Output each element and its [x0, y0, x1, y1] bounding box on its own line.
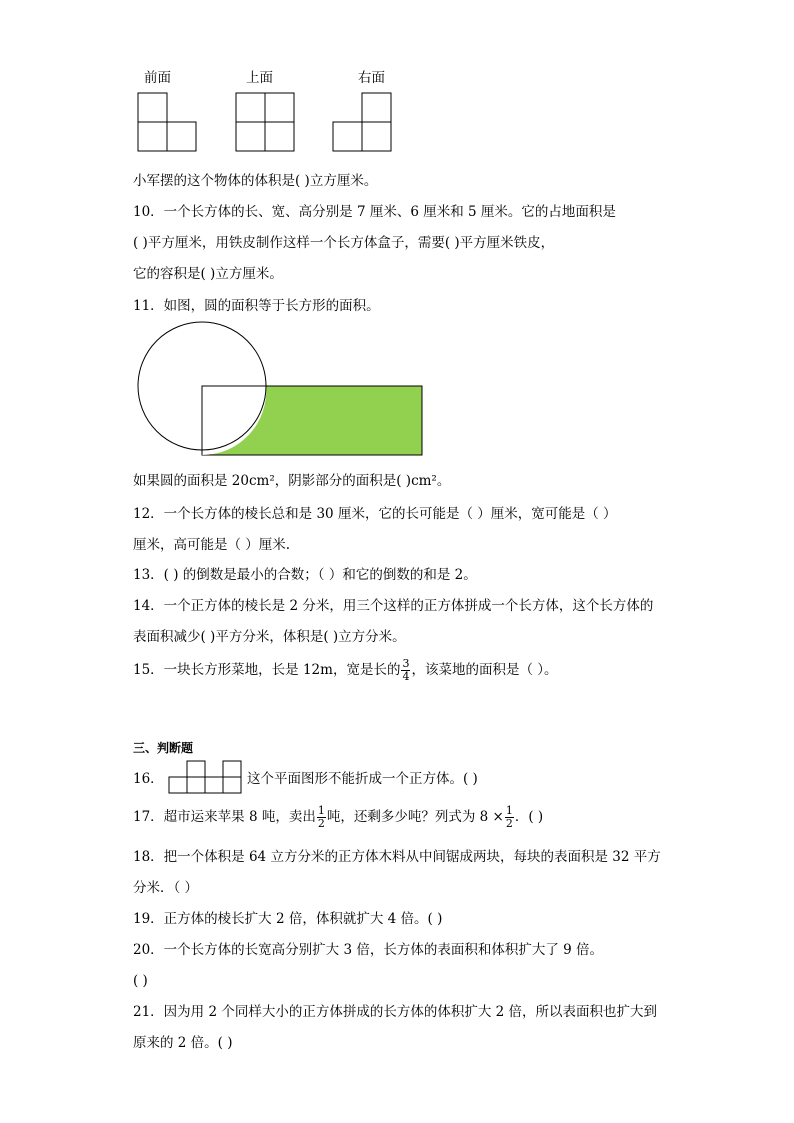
top-view-label: 上面	[246, 70, 273, 86]
q12-line2: 厘米，高可能是（ ）厘米.	[133, 537, 291, 553]
q10-line2: ( )平方厘米，用铁皮制作这样一个长方体盒子，需要( )平方厘米铁皮，	[133, 235, 555, 251]
q17-text-after: ．( )	[514, 809, 544, 825]
q10-line1: 10．一个长方体的长、宽、高分别是 7 厘米、6 厘米和 5 厘米。它的占地面积是	[133, 204, 616, 220]
q17-frac2-den: 2	[505, 817, 513, 830]
q16-text: 这个平面图形不能折成一个正方体。( )	[247, 771, 478, 787]
q17-line	[133, 805, 543, 830]
q17-frac1-den: 2	[317, 817, 325, 830]
q9-volume-line: 小军摆的这个物体的体积是( )立方厘米。	[133, 173, 378, 189]
q15-line	[133, 658, 558, 683]
q17-fraction1	[317, 805, 326, 830]
right-view-label: 右面	[358, 70, 385, 86]
q21-line1: 21．因为用 2 个同样大小的正方体拼成的长方体的体积扩大 2 倍，所以表面积也扩大到	[133, 1004, 658, 1020]
q20-line2: ( )	[133, 973, 148, 989]
q17-text-middle: 吨，还剩多少吨？列式为 8 ×	[326, 809, 504, 825]
q14-line2: 表面积减少( )平方分米，体积是( )立方分米。	[133, 629, 406, 645]
q16-number: 16．	[133, 771, 164, 787]
q15-text-before: 15．一块长方形菜地，长是 12m，宽是长的	[133, 662, 401, 678]
q17-fraction2	[505, 805, 514, 830]
q18-line1: 18．把一个体积是 64 立方分米的正方体木料从中间锯成两块，每块的表面积是 32 平方	[133, 849, 661, 865]
q19-line: 19．正方体的棱长扩大 2 倍，体积就扩大 4 倍。( )	[133, 911, 443, 927]
q15-frac-num: 3	[402, 657, 410, 670]
q21-line2: 原来的 2 倍。( )	[133, 1035, 233, 1051]
q20-line1: 20．一个长方体的长宽高分别扩大 3 倍，长方体的表面积和体积扩大了 9 倍。	[133, 942, 604, 958]
cube-net-figure	[168, 759, 248, 795]
front-view-label: 前面	[144, 70, 171, 86]
q17-frac2-num: 1	[505, 804, 513, 817]
q17-frac1-num: 1	[317, 804, 325, 817]
right-view-diagram	[331, 92, 395, 154]
q11-line2: 如果圆的面积是 20cm²，阴影部分的面积是( )cm²。	[133, 473, 451, 489]
q15-frac-den: 4	[402, 670, 410, 683]
q11-line1: 11．如图，圆的面积等于长方形的面积。	[133, 298, 380, 314]
q15-fraction	[401, 658, 410, 683]
q17-text-before: 17．超市运来苹果 8 吨，卖出	[133, 809, 316, 825]
q15-text-after: ，该菜地的面积是（ ）。	[411, 662, 558, 678]
q18-line2: 分米．（ ）	[133, 880, 199, 896]
front-view-diagram	[136, 92, 200, 154]
q13-line: 13．( ) 的倒数是最小的合数；（ ）和它的倒数的和是 2。	[133, 567, 477, 583]
q12-line1: 12．一个长方体的棱长总和是 30 厘米，它的长可能是（ ）厘米，宽可能是（ ）	[133, 506, 617, 522]
section3-heading: 三、判断题	[133, 741, 194, 755]
top-view-diagram	[234, 92, 298, 154]
q14-line1: 14．一个正方体的棱长是 2 分米，用三个这样的正方体拼成一个长方体，这个长方体的	[133, 598, 654, 614]
circle-rectangle-figure	[130, 325, 430, 465]
q10-line3: 它的容积是( )立方厘米。	[133, 266, 283, 282]
